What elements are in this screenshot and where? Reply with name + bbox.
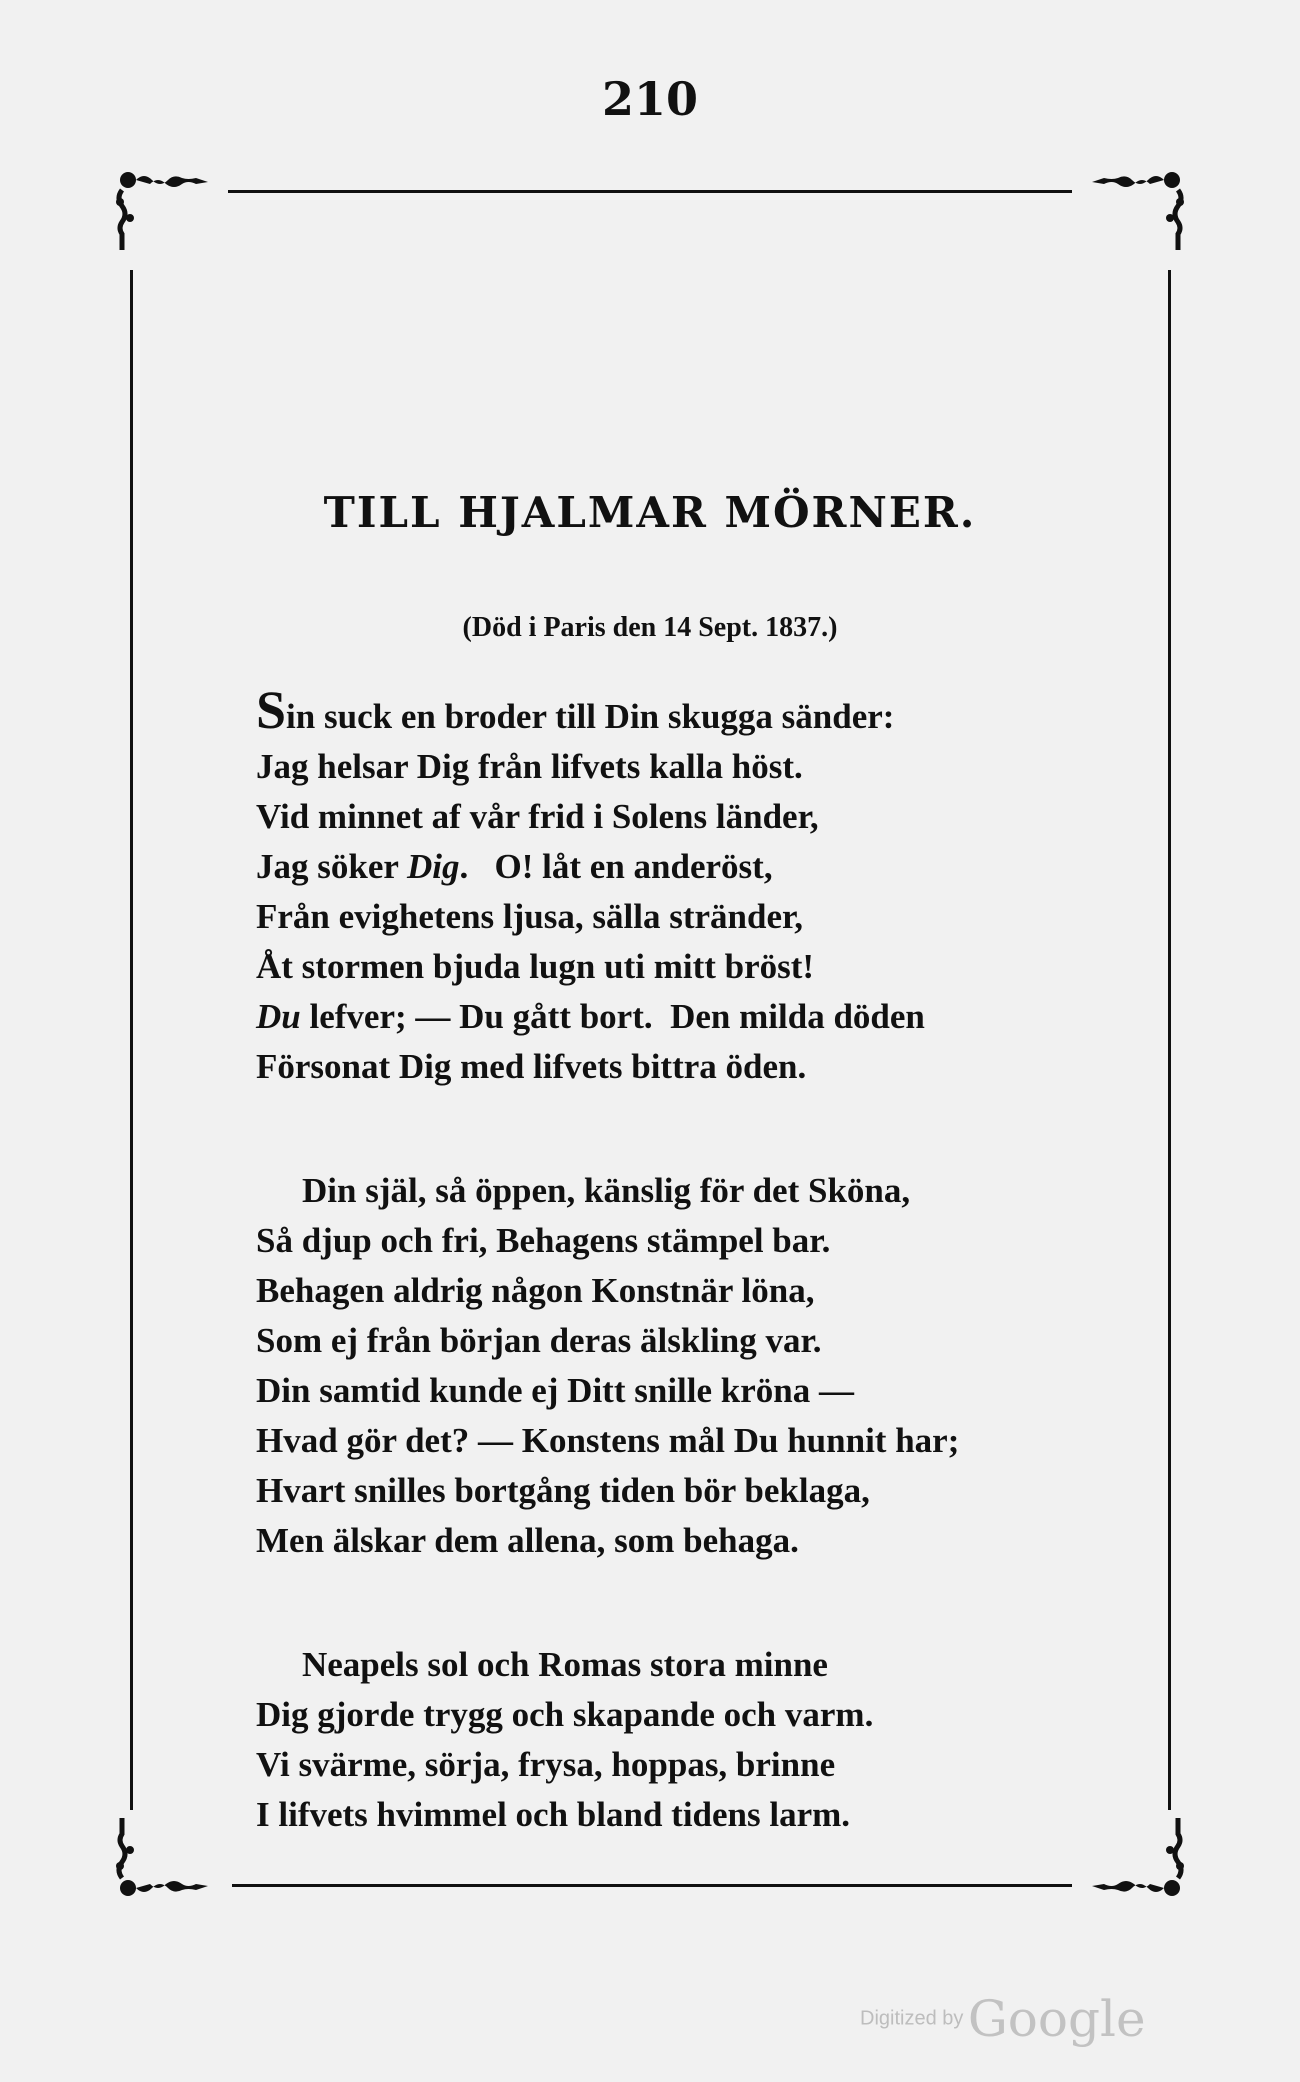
verse-line: Jag helsar Dig från lifvets kalla höst. [256,747,803,786]
digitized-by-watermark [860,1990,1146,2048]
verse-line: Från evighetens ljusa, sälla stränder, [256,897,804,936]
emphasis: Du [256,997,301,1036]
frame-top-rule [228,190,1072,193]
poem-title: TILL HJALMAR MÖRNER. [323,488,977,537]
verse-line: Försonat Dig med lifvets bittra öden. [256,1047,807,1086]
verse-line [256,992,1136,1042]
verse-text: . O! låt en anderöst, [459,847,773,886]
verse-line: Hvart snilles bortgång tiden bör beklaga, [256,1471,870,1510]
stanza-3 [256,1640,1136,1840]
poem-subtitle: (Död i Paris den 14 Sept. 1837.) [462,612,838,643]
verse-line [256,680,1136,742]
verse-line: Din samtid kunde ej Ditt snille kröna — [256,1371,854,1410]
stanza-2 [256,1166,1136,1566]
page-number: 210 [601,72,699,126]
verse-text: lefver; — Du gått bort. Den milda döden [300,997,925,1036]
verse-line: Så djup och fri, Behagens stämpel bar. [256,1221,831,1260]
verse-line: Dig gjorde trygg och skapande och varm. [256,1695,874,1734]
verse-line: Din själ, så öppen, känslig för det Sköna, [302,1171,911,1210]
stanza-1 [256,680,1136,1092]
verse-line: Vi svärme, sörja, frysa, hoppas, brinne [256,1745,836,1784]
emphasis: Dig [407,847,460,886]
frame-bottom-rule [232,1884,1072,1887]
verse-line: Vid minnet af vår frid i Solens länder, [256,797,819,836]
verse-line: Som ej från början deras älskling var. [256,1321,822,1360]
verse-line: Åt stormen bjuda lugn uti mitt bröst! [256,947,815,986]
verse-line: Behagen aldrig någon Konstnär löna, [256,1271,815,1310]
corner-ornament-icon [112,1790,222,1900]
verse-line: I lifvets hvimmel och bland tidens larm. [256,1795,851,1834]
verse-line: Men älskar dem allena, som behaga. [256,1521,799,1560]
digitized-label: Digitized by [860,2007,964,2030]
verse-text: Jag söker [256,847,408,886]
drop-cap: S [256,680,287,740]
verse-text: in suck en broder till Din skugga sänder: [286,697,895,736]
verse-line [256,842,1136,892]
google-logo: Google [967,1990,1146,2048]
corner-ornament-icon [1078,168,1188,278]
corner-ornament-icon [112,168,222,278]
verse-line: Neapels sol och Romas stora minne [302,1645,828,1684]
verse-line: Hvad gör det? — Konstens mål Du hunnit har; [256,1421,960,1460]
